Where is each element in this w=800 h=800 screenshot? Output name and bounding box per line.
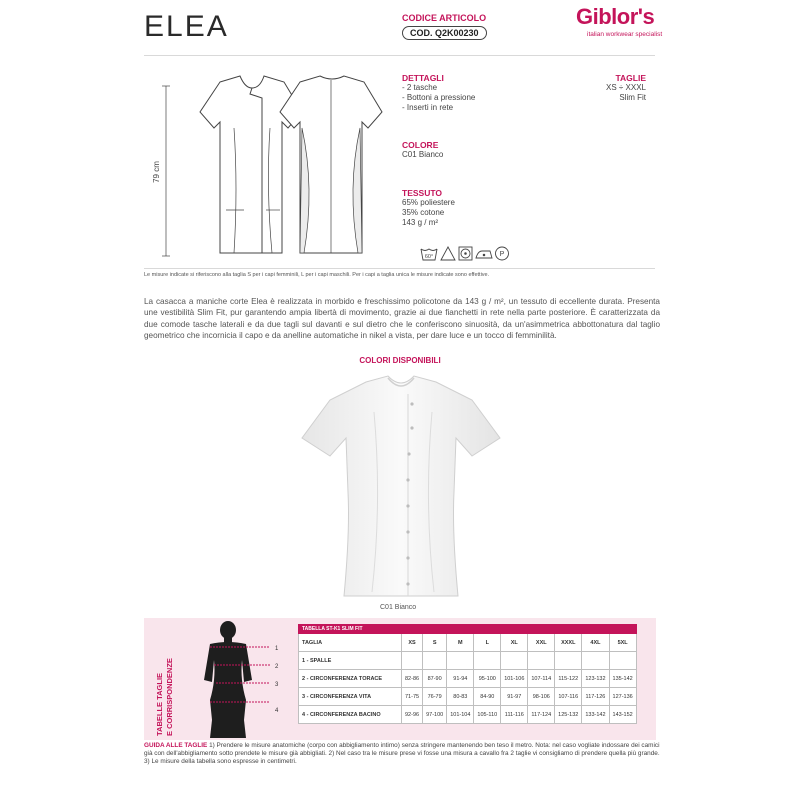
table-cell: 101-104 (447, 706, 474, 724)
table-cell: 133-142 (582, 706, 609, 724)
size-cell: XXXL (555, 634, 582, 652)
table-cell: 91-97 (501, 688, 528, 706)
table-cell (609, 652, 636, 670)
size-cell: L (474, 634, 501, 652)
color-section (402, 140, 443, 160)
table-cell: 71-75 (402, 688, 423, 706)
care-icons (420, 244, 510, 264)
table-cell: 107-116 (555, 688, 582, 706)
table-cell (402, 652, 423, 670)
size-guide-label: GUIDA ALLE TAGLIE (144, 742, 208, 749)
size-column-header: TAGLIA (299, 634, 402, 652)
product-title: ELEA (144, 10, 229, 43)
color-heading: COLORE (402, 140, 439, 150)
fabric-item: 65% poliestere (402, 198, 455, 207)
table-row (299, 652, 637, 670)
table-cell: 127-136 (609, 688, 636, 706)
table-cell: 115-122 (555, 670, 582, 688)
dry-clean-p-icon (496, 247, 509, 260)
table-cell: 92-96 (402, 706, 423, 724)
table-cell: 98-106 (528, 688, 555, 706)
size-table-header (299, 625, 637, 634)
technical-drawing (150, 68, 400, 268)
sizes-fit: Slim Fit (619, 93, 646, 102)
wash-60-icon (421, 249, 437, 260)
table-cell: 76-79 (423, 688, 447, 706)
table-cell: 117-126 (582, 688, 609, 706)
table-cell (501, 652, 528, 670)
size-cell: S (423, 634, 447, 652)
table-cell (555, 652, 582, 670)
colors-heading: COLORI DISPONIBILI (359, 356, 441, 365)
fabric-section (402, 188, 455, 228)
row-label: 2 - CIRCONFERENZA TORACE (299, 670, 402, 688)
size-table (298, 624, 637, 724)
table-cell: 91-94 (447, 670, 474, 688)
sizes-heading: TAGLIE (615, 73, 646, 83)
size-cell: 4XL (582, 634, 609, 652)
figure-number: 2 (275, 664, 279, 670)
figure-number: 1 (275, 646, 279, 652)
table-cell: 117-124 (528, 706, 555, 724)
figure-number: 3 (275, 682, 279, 688)
size-cell: XXL (528, 634, 555, 652)
no-bleach-icon (441, 247, 455, 260)
fabric-item: 143 g / m² (402, 218, 439, 227)
code-label: CODICE ARTICOLO (402, 13, 487, 23)
details-item: - Bottoni a pressione (402, 93, 476, 102)
length-label: 79 cm (152, 161, 161, 183)
brand-tagline: italian workwear specialist (587, 31, 663, 38)
size-table-side-title (150, 628, 180, 738)
color-value: C01 Bianco (402, 150, 444, 159)
drawing-divider (144, 268, 655, 269)
measure-note: Le misure indicate si riferiscono alla taglia S per i capi femminili, L per i capi maschili. Per i capi a taglia unica le misure indicate sono effettive. (144, 272, 490, 278)
brand-logo: Giblor's (576, 4, 655, 29)
table-cell (447, 652, 474, 670)
table-cell: 125-132 (555, 706, 582, 724)
row-label: 4 - CIRCONFERENZA BACINO (299, 706, 402, 724)
table-row (299, 706, 637, 724)
sizes-range: XS ÷ XXXL (606, 83, 646, 92)
details-heading: DETTAGLI (402, 73, 444, 83)
table-cell (528, 652, 555, 670)
table-cell: 84-90 (474, 688, 501, 706)
table-cell: 111-116 (501, 706, 528, 724)
size-cell: XL (501, 634, 528, 652)
details-item: - Inserti in rete (402, 103, 454, 112)
header-divider (144, 55, 655, 56)
dry-clean-letter: P (499, 251, 505, 258)
size-cell: M (447, 634, 474, 652)
table-cell: 101-106 (501, 670, 528, 688)
size-cell: 5XL (609, 634, 636, 652)
details-section (402, 73, 475, 113)
sizes-section (560, 73, 646, 103)
fabric-item: 35% cotone (402, 208, 445, 217)
row-label: 3 - CIRCONFERENZA VITA (299, 688, 402, 706)
size-guide-text: 1) Prendere le misure anatomiche (corpo con abbigliamento intimo) senza stringere mantenendo ben teso il metro. Nota: nel caso vogliate indossare dei camici già con dell'abbigliamento sotto prendete le misure già abbigliati. 2) Nel caso tra le misure prese vi fosse una misura a cavallo fra 2 taglie vi consigliamo di prendere quella più grande. 3) Le misure della tabella sono espresse in centimetri. (144, 742, 660, 765)
wash-temp: 60° (424, 254, 434, 260)
table-cell: 123-132 (582, 670, 609, 688)
size-table-title: TABELLA ST-K1 SLIM FIT (299, 625, 637, 634)
side-title-1: TABELLE TAGLIE (155, 672, 164, 736)
tumble-dry-icon (459, 247, 472, 260)
figure-number: 4 (275, 708, 279, 714)
table-cell (582, 652, 609, 670)
table-row (299, 634, 637, 652)
details-item: - 2 tasche (402, 83, 438, 92)
table-cell (423, 652, 447, 670)
table-row (299, 688, 637, 706)
fabric-heading: TESSUTO (402, 188, 442, 198)
iron-icon (476, 251, 492, 258)
product-code: COD. Q2K00230 (402, 26, 487, 40)
table-cell: 80-83 (447, 688, 474, 706)
table-cell: 82-86 (402, 670, 423, 688)
side-title-2: E CORRISPONDENZE (165, 658, 174, 736)
table-cell: 105-110 (474, 706, 501, 724)
table-cell: 87-90 (423, 670, 447, 688)
table-row (299, 670, 637, 688)
table-cell: 95-100 (474, 670, 501, 688)
table-cell: 143-152 (609, 706, 636, 724)
body-silhouette (192, 620, 292, 738)
table-cell: 97-100 (423, 706, 447, 724)
size-cell: XS (402, 634, 423, 652)
photo-caption: C01 Bianco (380, 604, 417, 611)
table-cell (474, 652, 501, 670)
table-cell: 135-142 (609, 670, 636, 688)
row-label: 1 - SPALLE (299, 652, 402, 670)
table-cell: 107-114 (528, 670, 555, 688)
product-photo (296, 372, 506, 600)
product-description: La casacca a maniche corte Elea è realizzata in morbido e freschissimo policotone da 143 g / m², un tessuto di eccellente durata. Presenta une vestibilità Slim Fit, pur garantendo ampia libertà di movimento, grazie ai due fianchetti in rete nella parte posteriore. È caratterizzata da due comode tasche laterali e da due tagli sul davanti e sul dietro che le conferiscono sinuosità, da un'asimmetrica abbottonatura dal taglio geometrico che incornicia il capo e da anelline automatiche in nikel a vista, per dare luce e un tocco di femminilità. (144, 297, 660, 341)
size-guide (144, 742, 660, 766)
